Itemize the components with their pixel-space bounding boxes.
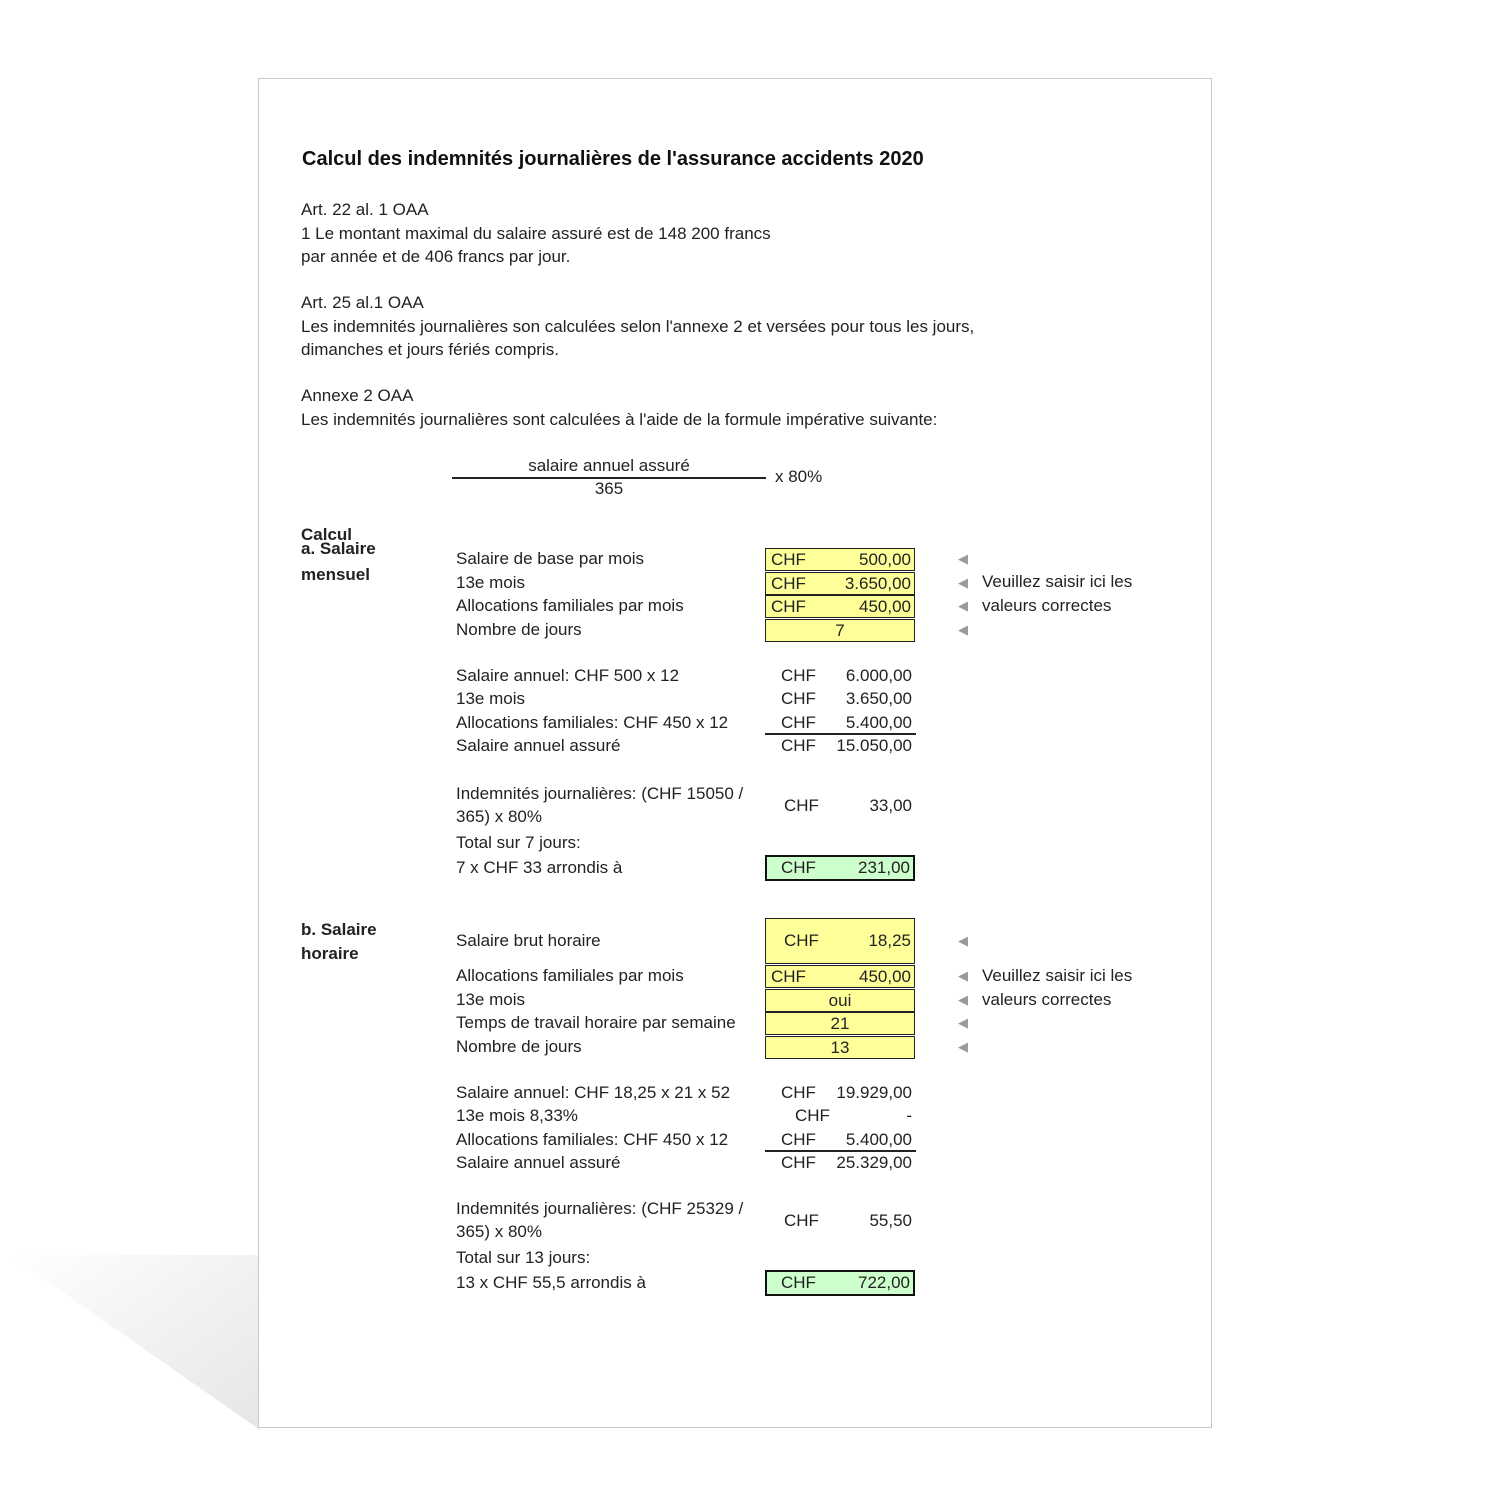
- arrow-left-icon: ◀: [958, 992, 968, 1007]
- currency-label: CHF: [781, 1273, 816, 1292]
- row-label: Salaire brut horaire: [456, 931, 601, 950]
- calc-value-cell: [765, 1104, 915, 1128]
- row-label: Allocations familiales: CHF 450 x 12: [456, 1130, 729, 1149]
- calc-value: 3.650,00: [845, 689, 912, 708]
- input-value: 450,00: [859, 596, 911, 616]
- input-value: 7: [835, 620, 845, 640]
- formula-numerator: salaire annuel assuré: [528, 456, 690, 475]
- intro-line: Art. 25 al.1 OAA: [301, 293, 424, 312]
- calc-value: 6.000,00: [845, 666, 912, 685]
- intro-line: Les indemnités journalières sont calculées à l'aide de la formule impérative suivante:: [301, 410, 938, 429]
- calc-value-cell: [765, 711, 915, 735]
- input-cell-a-3[interactable]: [765, 619, 915, 642]
- input-value: 3.650,00: [844, 573, 911, 593]
- currency-label: CHF: [795, 1106, 830, 1125]
- currency-label: CHF: [781, 689, 816, 708]
- input-cell-b-0[interactable]: [765, 918, 915, 964]
- calc-value: 33,00: [869, 796, 912, 815]
- intro-line: par année et de 406 francs par jour.: [301, 247, 571, 266]
- calc-value: 15.050,00: [836, 736, 912, 755]
- calc-value: 5.400,00: [845, 1130, 912, 1149]
- formula-factor: x 80%: [775, 467, 823, 486]
- intro-line: 1 Le montant maximal du salaire assuré est de 148 200 francs: [301, 224, 771, 243]
- intro-line: Les indemnités journalières son calculées selon l'annexe 2 et versées pour tous les jours,: [301, 317, 975, 336]
- page-shadow: [10, 1255, 260, 1430]
- currency-label: CHF: [781, 736, 816, 755]
- calc-value-cell: [765, 1151, 915, 1175]
- row-label: Total sur 7 jours:: [456, 833, 581, 852]
- currency-label: CHF: [771, 549, 806, 569]
- arrow-left-icon: ◀: [958, 551, 968, 566]
- input-cell-b-4[interactable]: [765, 1036, 915, 1059]
- section-a-heading: [301, 539, 421, 584]
- input-cell-b-2[interactable]: [765, 989, 915, 1012]
- currency-label: CHF: [784, 931, 819, 950]
- input-cell-b-1[interactable]: [765, 965, 915, 988]
- note-line: valeurs correctes: [982, 596, 1112, 615]
- currency-label: CHF: [781, 858, 816, 877]
- input-value: oui: [828, 990, 852, 1010]
- currency-label: CHF: [781, 1130, 816, 1149]
- calc-value: 55,50: [869, 1211, 912, 1230]
- arrow-left-icon: ◀: [958, 1039, 968, 1054]
- currency-label: CHF: [781, 713, 816, 732]
- result-cell: [765, 855, 915, 881]
- row-label: 13e mois: [456, 990, 525, 1009]
- calc-value: 25.329,00: [836, 1153, 912, 1172]
- calc-value-cell: [765, 1128, 915, 1152]
- currency-label: CHF: [781, 666, 816, 685]
- row-label: Nombre de jours: [456, 1037, 582, 1056]
- row-label: Allocations familiales par mois: [456, 966, 684, 985]
- input-value: 500,00: [859, 549, 911, 569]
- note-line: Veuillez saisir ici les: [982, 966, 1133, 985]
- row-label: Salaire annuel assuré: [456, 736, 621, 755]
- row-label: Allocations familiales par mois: [456, 596, 684, 615]
- document-title: Calcul des indemnités journalières de l'assurance accidents 2020: [302, 148, 924, 170]
- calc-value-cell: [765, 734, 915, 758]
- intro-line: Annexe 2 OAA: [301, 386, 414, 405]
- input-value: 18,25: [868, 931, 911, 950]
- row-label: 365) x 80%: [456, 1222, 542, 1241]
- row-label: 13e mois: [456, 689, 525, 708]
- arrow-left-icon: ◀: [958, 622, 968, 637]
- currency-label: CHF: [781, 1083, 816, 1102]
- input-cell-a-2[interactable]: [765, 595, 915, 618]
- intro-line: dimanches et jours fériés compris.: [301, 340, 559, 359]
- input-value: 13: [830, 1037, 850, 1057]
- row-label: Salaire annuel: CHF 18,25 x 21 x 52: [456, 1083, 731, 1102]
- row-label: Salaire annuel assuré: [456, 1153, 621, 1172]
- note-line: valeurs correctes: [982, 990, 1112, 1009]
- row-label: Salaire annuel: CHF 500 x 12: [456, 666, 680, 685]
- row-label: Indemnités journalières: (CHF 25329 /: [456, 1199, 744, 1218]
- intro-line: Art. 22 al. 1 OAA: [301, 200, 429, 219]
- section-b-heading: b. Salaire: [301, 920, 377, 939]
- calc-value: 19.929,00: [836, 1083, 912, 1102]
- input-cell-a-0[interactable]: [765, 548, 915, 571]
- currency-label: CHF: [771, 596, 806, 616]
- sum-line: [765, 733, 916, 735]
- calc-value-cell: [765, 1081, 915, 1105]
- note-line: Veuillez saisir ici les: [982, 572, 1133, 591]
- row-label: Salaire de base par mois: [456, 549, 645, 568]
- row-label: 365) x 80%: [456, 807, 542, 826]
- calc-value-cell: [765, 664, 915, 688]
- calc-value-cell: [765, 794, 915, 818]
- row-label: Temps de travail horaire par semaine: [456, 1013, 736, 1032]
- row-label: Nombre de jours: [456, 620, 582, 639]
- row-label: 13 x CHF 55,5 arrondis à: [456, 1273, 646, 1292]
- result-value: 722,00: [858, 1273, 910, 1292]
- calc-value-cell: [765, 1209, 915, 1233]
- arrow-left-icon: ◀: [958, 1015, 968, 1030]
- result-value: 231,00: [858, 858, 910, 877]
- row-label: Indemnités journalières: (CHF 15050 /: [456, 784, 744, 803]
- section-a-heading-text: a. Salaire mensuel: [301, 539, 376, 584]
- currency-label: CHF: [771, 966, 806, 986]
- row-label: 13e mois 8,33%: [456, 1106, 578, 1125]
- row-label: 13e mois: [456, 573, 525, 592]
- currency-label: CHF: [784, 796, 819, 815]
- calc-value-cell: [765, 687, 915, 711]
- calcul-heading: Calcul: [301, 525, 353, 544]
- formula-denominator: 365: [594, 479, 624, 498]
- arrow-left-icon: ◀: [958, 598, 968, 613]
- input-cell-b-3[interactable]: [765, 1012, 915, 1035]
- input-value: 450,00: [859, 966, 911, 986]
- calc-value: -: [906, 1106, 912, 1125]
- currency-label: CHF: [771, 573, 806, 593]
- document-page: [258, 78, 1212, 1428]
- arrow-left-icon: ◀: [958, 933, 968, 948]
- arrow-left-icon: ◀: [958, 575, 968, 590]
- input-value: 21: [830, 1013, 850, 1033]
- currency-label: CHF: [784, 1211, 819, 1230]
- row-label: Total sur 13 jours:: [456, 1248, 591, 1267]
- row-label: 7 x CHF 33 arrondis à: [456, 858, 623, 877]
- section-b-heading: horaire: [301, 944, 359, 963]
- arrow-left-icon: ◀: [958, 968, 968, 983]
- row-label: Allocations familiales: CHF 450 x 12: [456, 713, 729, 732]
- input-cell-a-1[interactable]: [765, 572, 915, 595]
- sum-line: [765, 1150, 916, 1152]
- currency-label: CHF: [781, 1153, 816, 1172]
- calc-value: 5.400,00: [845, 713, 912, 732]
- result-cell: [765, 1270, 915, 1296]
